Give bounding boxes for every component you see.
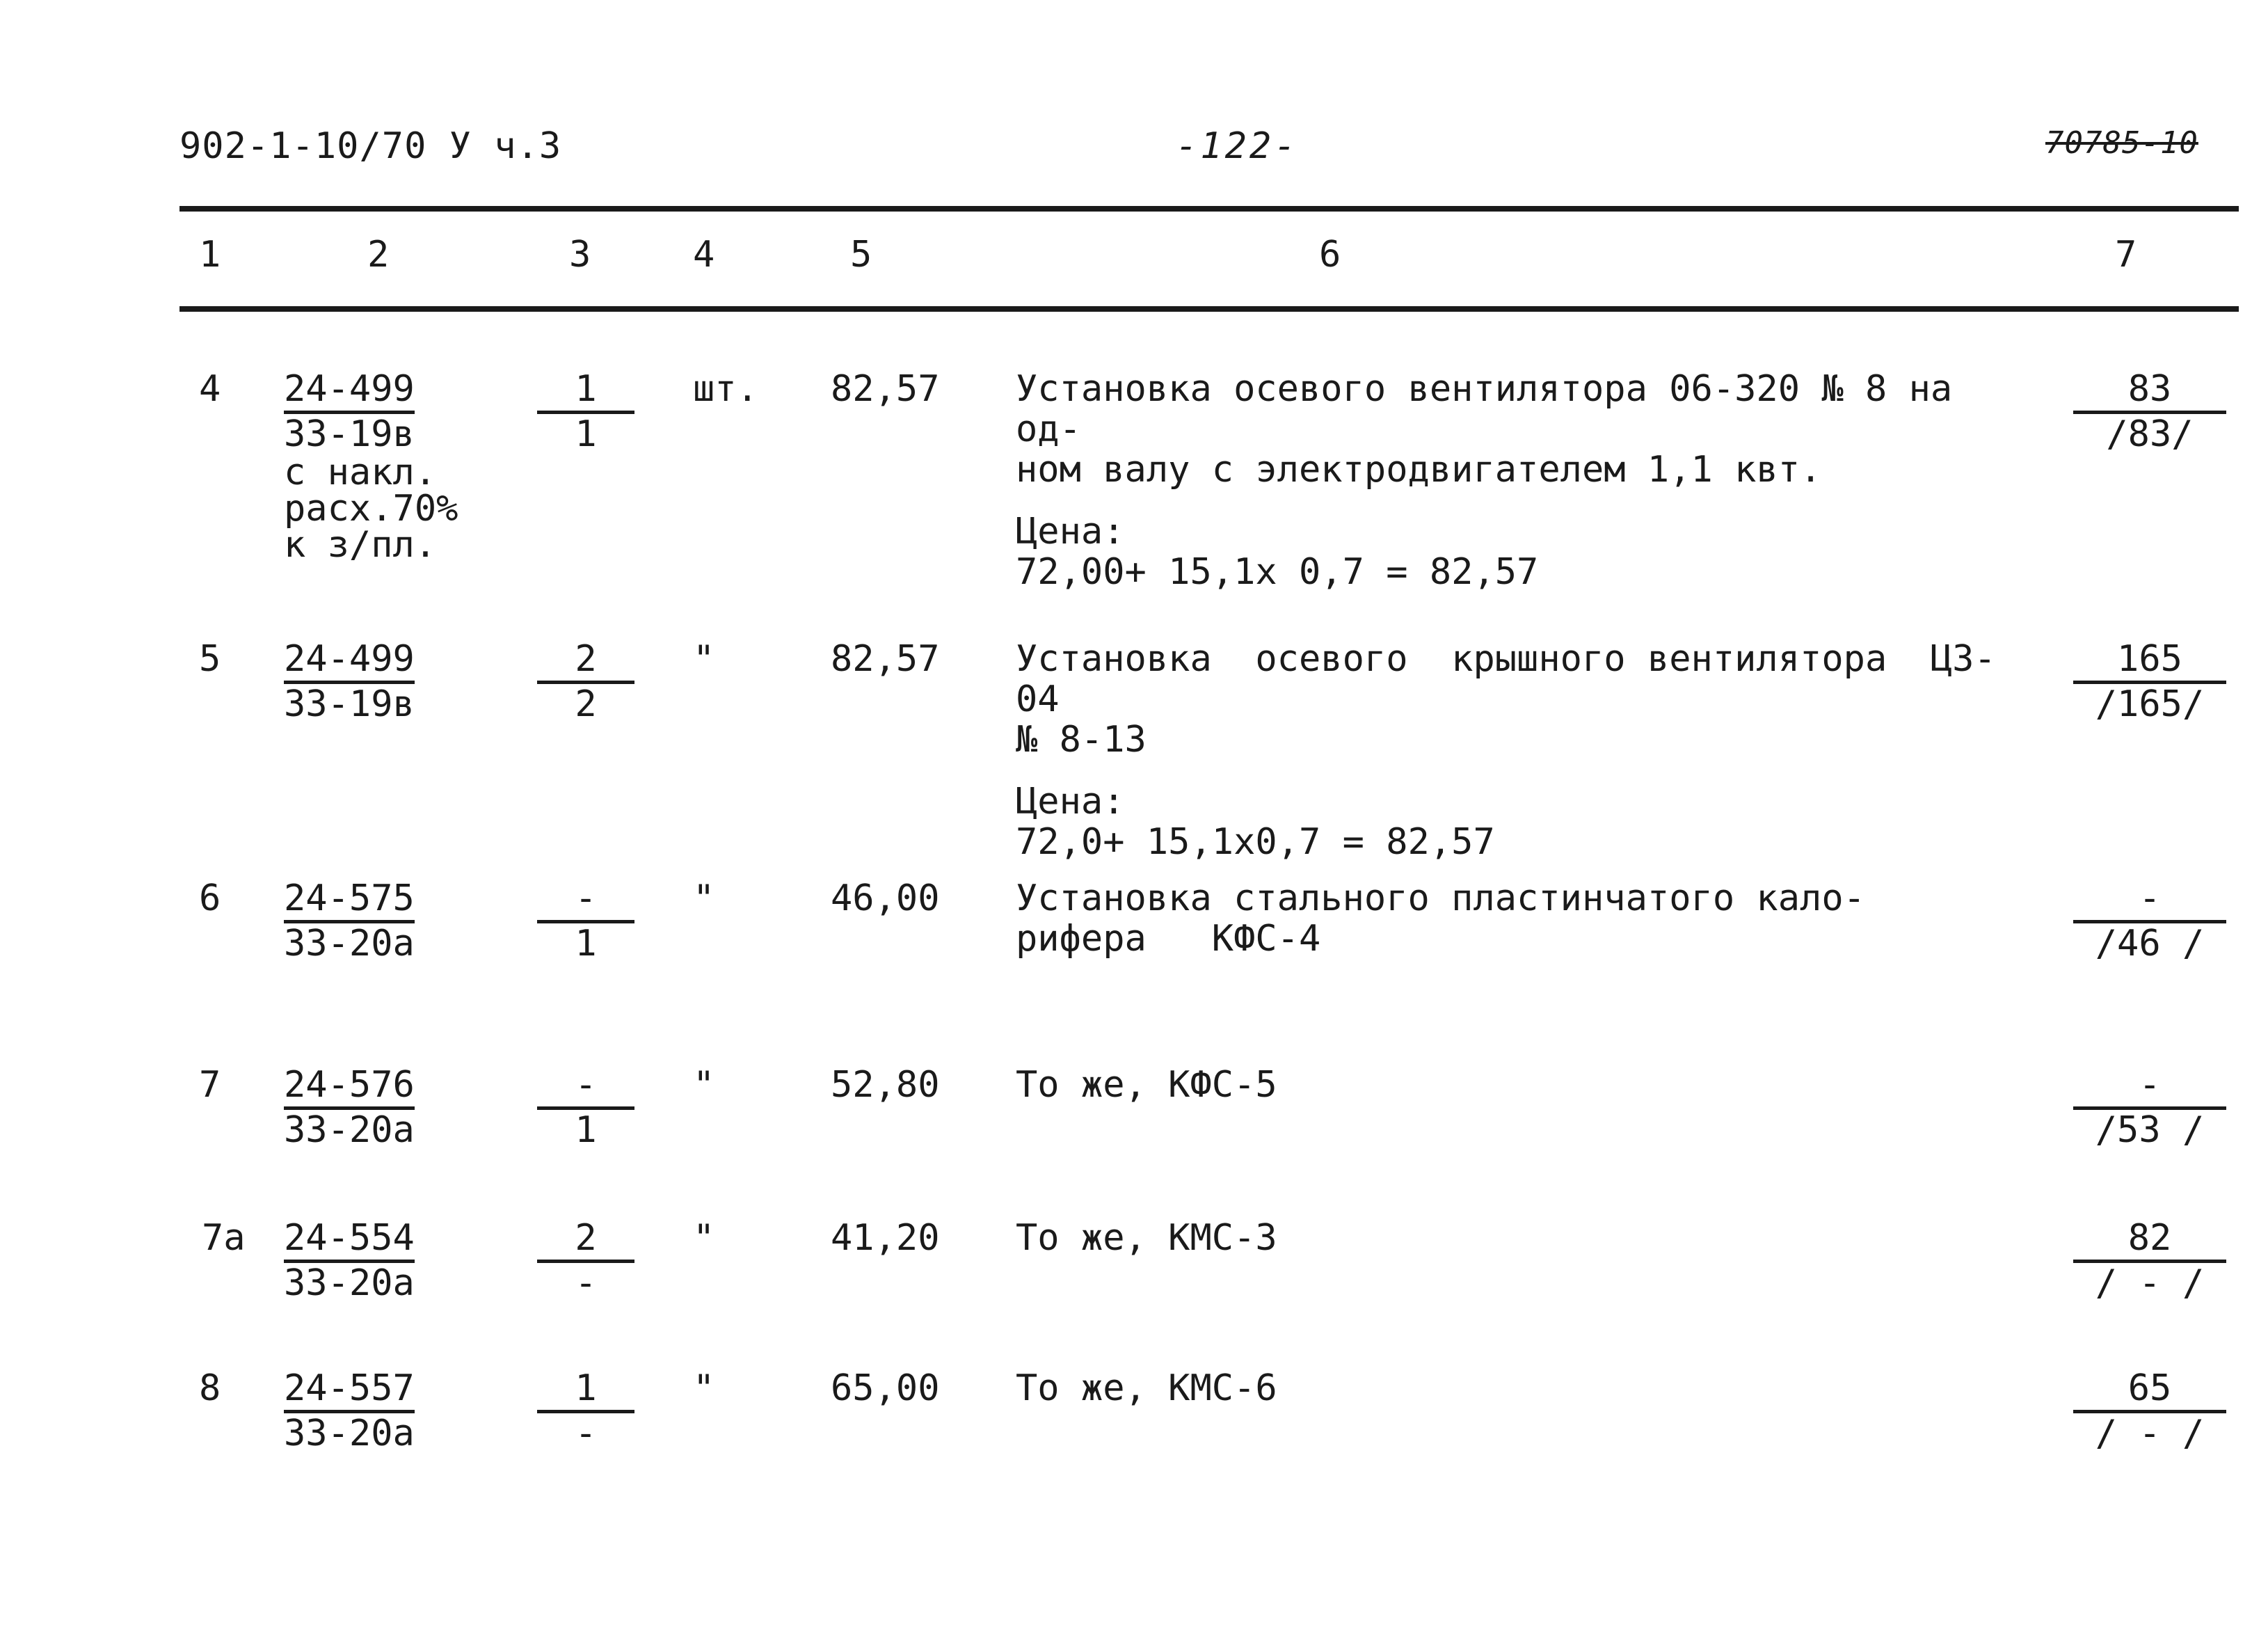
quantity-fraction <box>537 878 634 964</box>
total-top: 65 <box>2073 1368 2226 1413</box>
quantity-top: - <box>537 1065 634 1110</box>
norm-code <box>284 1218 415 1303</box>
unit-rate: 82,57 <box>831 638 940 680</box>
row-number: 5 <box>199 638 221 680</box>
total-fraction <box>2073 1218 2226 1303</box>
row-number: 6 <box>199 877 221 919</box>
norm-code-bottom: 33-20а <box>284 1262 415 1305</box>
norm-code-top: 24-499 <box>284 639 415 684</box>
quantity-fraction <box>537 1368 634 1454</box>
norm-code <box>284 1065 415 1150</box>
norm-code <box>284 1368 415 1454</box>
norm-code-bottom: 33-20а <box>284 1413 415 1455</box>
quantity-fraction <box>537 369 634 454</box>
price-label: Цена: <box>1016 510 1125 553</box>
column-header-5: 5 <box>850 234 872 276</box>
row-number: 7 <box>199 1064 221 1106</box>
quantity-top: 1 <box>537 369 634 414</box>
stamp-number: 70785-10 <box>2045 125 2198 161</box>
table-header-rule <box>179 306 2239 312</box>
description <box>1016 1065 2004 1105</box>
total-bottom: /53 / <box>2095 1109 2205 1152</box>
column-header-4: 4 <box>693 234 715 276</box>
price-formula: 72,00+ 15,1х 0,7 = 82,57 <box>1016 550 1539 593</box>
quantity-bottom: 2 <box>575 683 597 726</box>
total-top: 83 <box>2073 369 2226 414</box>
description-text: Установка осевого вентилятора 06-320 № 8 на од- ном валу с электродвигателем 1,1 квт. <box>1016 368 1953 491</box>
norm-code-top: 24-499 <box>284 369 415 414</box>
quantity-top: 2 <box>537 639 634 684</box>
quantity-top: 2 <box>537 1218 634 1263</box>
total-bottom: /46 / <box>2095 923 2205 965</box>
unit: " <box>693 638 715 680</box>
description-text: То же, КФС-5 <box>1016 1064 1277 1106</box>
table-top-rule <box>179 206 2239 212</box>
unit-rate: 46,00 <box>831 877 940 919</box>
description-text: То же, КМС-6 <box>1016 1367 1277 1409</box>
description <box>1016 1368 2004 1408</box>
norm-code <box>284 368 458 566</box>
unit: шт. <box>693 368 758 410</box>
total-fraction <box>2073 639 2226 724</box>
quantity-bottom: - <box>575 1413 597 1455</box>
description <box>1016 878 2004 959</box>
quantity-top: - <box>537 878 634 923</box>
row-number: 7а <box>202 1217 246 1259</box>
quantity-bottom: 1 <box>575 923 597 965</box>
unit-rate: 82,57 <box>831 368 940 410</box>
description <box>1016 639 2004 862</box>
column-header-1: 1 <box>199 234 221 276</box>
norm-code-top: 24-576 <box>284 1065 415 1110</box>
unit-rate: 52,80 <box>831 1064 940 1106</box>
unit: " <box>693 1367 715 1409</box>
row-number: 4 <box>199 368 221 410</box>
description-text: Установка осевого крышного вентилятора Ц3-04 № 8-13 <box>1016 638 1996 761</box>
total-bottom: /165/ <box>2095 683 2205 726</box>
total-top: - <box>2073 1065 2226 1110</box>
unit: " <box>693 1064 715 1106</box>
total-bottom: / - / <box>2095 1262 2205 1305</box>
norm-code-top: 24-575 <box>284 878 415 923</box>
norm-code <box>284 639 415 724</box>
norm-code-note: с накл. расх.70% к з/пл. <box>284 452 458 566</box>
unit-rate: 65,00 <box>831 1367 940 1409</box>
quantity-top: 1 <box>537 1368 634 1413</box>
norm-code-top: 24-554 <box>284 1218 415 1263</box>
column-header-6: 6 <box>1319 234 1341 276</box>
quantity-fraction <box>537 639 634 724</box>
unit: " <box>693 1217 715 1259</box>
quantity-bottom: 1 <box>575 413 597 456</box>
price-formula: 72,0+ 15,1х0,7 = 82,57 <box>1016 820 1495 863</box>
quantity-fraction <box>537 1218 634 1303</box>
norm-code-top: 24-557 <box>284 1368 415 1413</box>
norm-code-bottom: 33-20а <box>284 1109 415 1152</box>
quantity-bottom: - <box>575 1262 597 1305</box>
norm-code-bottom: 33-20а <box>284 923 415 965</box>
total-fraction <box>2073 1368 2226 1454</box>
norm-code-bottom: 33-19в <box>284 413 415 456</box>
total-top: 165 <box>2073 639 2226 684</box>
description <box>1016 369 2004 592</box>
total-bottom: / - / <box>2095 1413 2205 1455</box>
description-text: Установка стального пластинчатого кало- рифера КФС-4 <box>1016 877 1865 960</box>
total-top: 82 <box>2073 1218 2226 1263</box>
price-label: Цена: <box>1016 780 1125 823</box>
description-text: То же, КМС-3 <box>1016 1217 1277 1259</box>
total-fraction <box>2073 369 2226 454</box>
row-number: 8 <box>199 1367 221 1409</box>
quantity-bottom: 1 <box>575 1109 597 1152</box>
column-header-2: 2 <box>367 234 390 276</box>
norm-code <box>284 878 415 964</box>
unit: " <box>693 877 715 919</box>
page-number: -122- <box>1176 125 1299 167</box>
total-fraction <box>2073 1065 2226 1150</box>
column-header-7: 7 <box>2115 234 2137 276</box>
total-fraction <box>2073 878 2226 964</box>
quantity-fraction <box>537 1065 634 1150</box>
total-top: - <box>2073 878 2226 923</box>
norm-code-bottom: 33-19в <box>284 683 415 726</box>
description <box>1016 1218 2004 1258</box>
doc-code: 902-1-10/70 У ч.3 <box>179 125 562 167</box>
unit-rate: 41,20 <box>831 1217 940 1259</box>
total-bottom: /83/ <box>2106 413 2194 456</box>
column-header-3: 3 <box>569 234 591 276</box>
